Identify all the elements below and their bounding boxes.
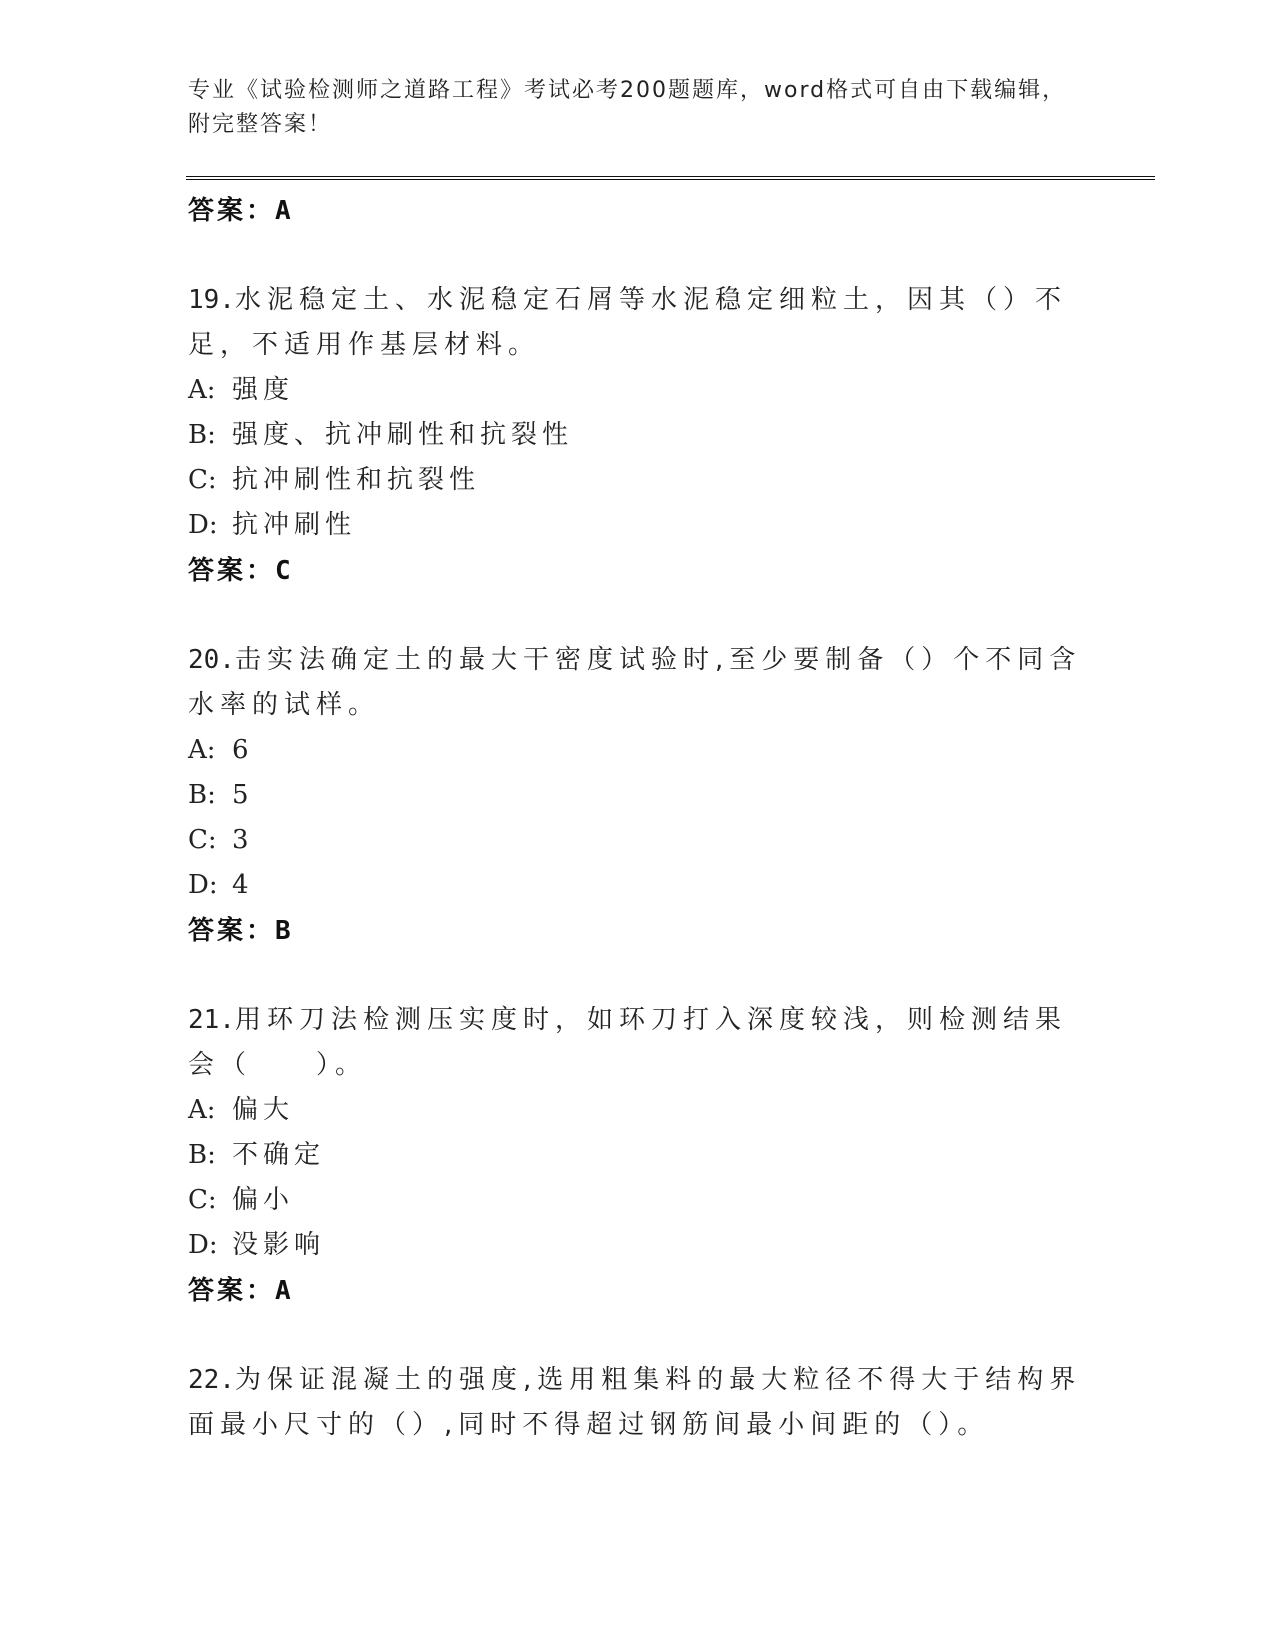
- option-text: 4: [232, 870, 254, 900]
- option-b: [188, 773, 1088, 818]
- option-c: [188, 1178, 1088, 1223]
- question-text: [188, 278, 1088, 368]
- answer-value: A: [275, 1276, 294, 1306]
- option-b: [188, 413, 1088, 458]
- option-text: 不确定: [232, 1140, 326, 1170]
- question-stem: 水泥稳定土、水泥稳定石屑等水泥稳定细粒土，因其（）不足，不适用作基层材料。: [188, 285, 1067, 360]
- question-stem: 击实法确定土的最大干密度试验时,至少要制备（）个不同含水率的试样。: [188, 645, 1082, 720]
- question-stem: 为保证混凝土的强度,选用粗集料的最大粒径不得大于结构界面最小尺寸的（）,同时不得超过钢筋间最小间距的（）。: [188, 1365, 1082, 1440]
- option-letter: B:: [188, 420, 216, 450]
- option-text: 抗冲刷性和抗裂性: [232, 465, 481, 495]
- option-b: [188, 1133, 1088, 1178]
- option-text: 抗冲刷性: [232, 510, 357, 540]
- option-letter: A:: [188, 375, 216, 405]
- option-letter: D:: [188, 1230, 218, 1260]
- option-text: 偏小: [232, 1185, 295, 1215]
- option-text: 没影响: [232, 1230, 326, 1260]
- question-22: [188, 1358, 1088, 1448]
- option-letter: C:: [188, 465, 217, 495]
- answer-19: [188, 548, 1088, 594]
- question-text: [188, 638, 1088, 728]
- answer-label: 答案：: [188, 916, 276, 946]
- document-body: [188, 188, 1088, 1448]
- answer-value: C: [275, 556, 294, 586]
- question-number: 22.: [188, 1365, 235, 1395]
- option-a: [188, 728, 1088, 773]
- question-number: 20.: [188, 645, 235, 675]
- option-letter: C:: [188, 825, 217, 855]
- option-letter: B:: [188, 1140, 216, 1170]
- question-text: [188, 998, 1088, 1088]
- option-text: 3: [232, 825, 254, 855]
- question-text: [188, 1358, 1088, 1448]
- option-a: [188, 1088, 1088, 1133]
- previous-answer: [188, 188, 1088, 234]
- header-double-rule: [186, 176, 1155, 180]
- option-d: [188, 1223, 1088, 1268]
- option-letter: D:: [188, 510, 218, 540]
- option-text: 偏大: [232, 1095, 295, 1125]
- option-text: 强度、抗冲刷性和抗裂性: [232, 420, 574, 450]
- option-d: [188, 503, 1088, 548]
- question-stem: 用环刀法检测压实度时，如环刀打入深度较浅，则检测结果会（ ）。: [188, 1005, 1067, 1080]
- answer-label: 答案：: [188, 1276, 276, 1306]
- answer-label: 答案：: [188, 556, 276, 586]
- option-d: [188, 863, 1088, 908]
- option-letter: C:: [188, 1185, 217, 1215]
- option-a: [188, 368, 1088, 413]
- question-19: [188, 278, 1088, 594]
- option-letter: B:: [188, 780, 216, 810]
- answer-label: 答案：: [188, 196, 276, 226]
- option-c: [188, 818, 1088, 863]
- option-letter: A:: [188, 1095, 216, 1125]
- question-21: [188, 998, 1088, 1314]
- answer-value: A: [275, 196, 294, 226]
- option-c: [188, 458, 1088, 503]
- question-20: [188, 638, 1088, 954]
- option-text: 6: [232, 735, 254, 765]
- answer-20: [188, 908, 1088, 954]
- question-number: 21.: [188, 1005, 235, 1035]
- option-text: 5: [232, 780, 254, 810]
- document-header: 专业《试验检测师之道路工程》考试必考200题题库，word格式可自由下载编辑，附完整答案！: [188, 78, 1067, 137]
- option-text: 强度: [232, 375, 295, 405]
- answer-21: [188, 1268, 1088, 1314]
- answer-value: B: [275, 916, 294, 946]
- option-letter: D:: [188, 870, 218, 900]
- question-number: 19.: [188, 285, 235, 315]
- option-letter: A:: [188, 735, 216, 765]
